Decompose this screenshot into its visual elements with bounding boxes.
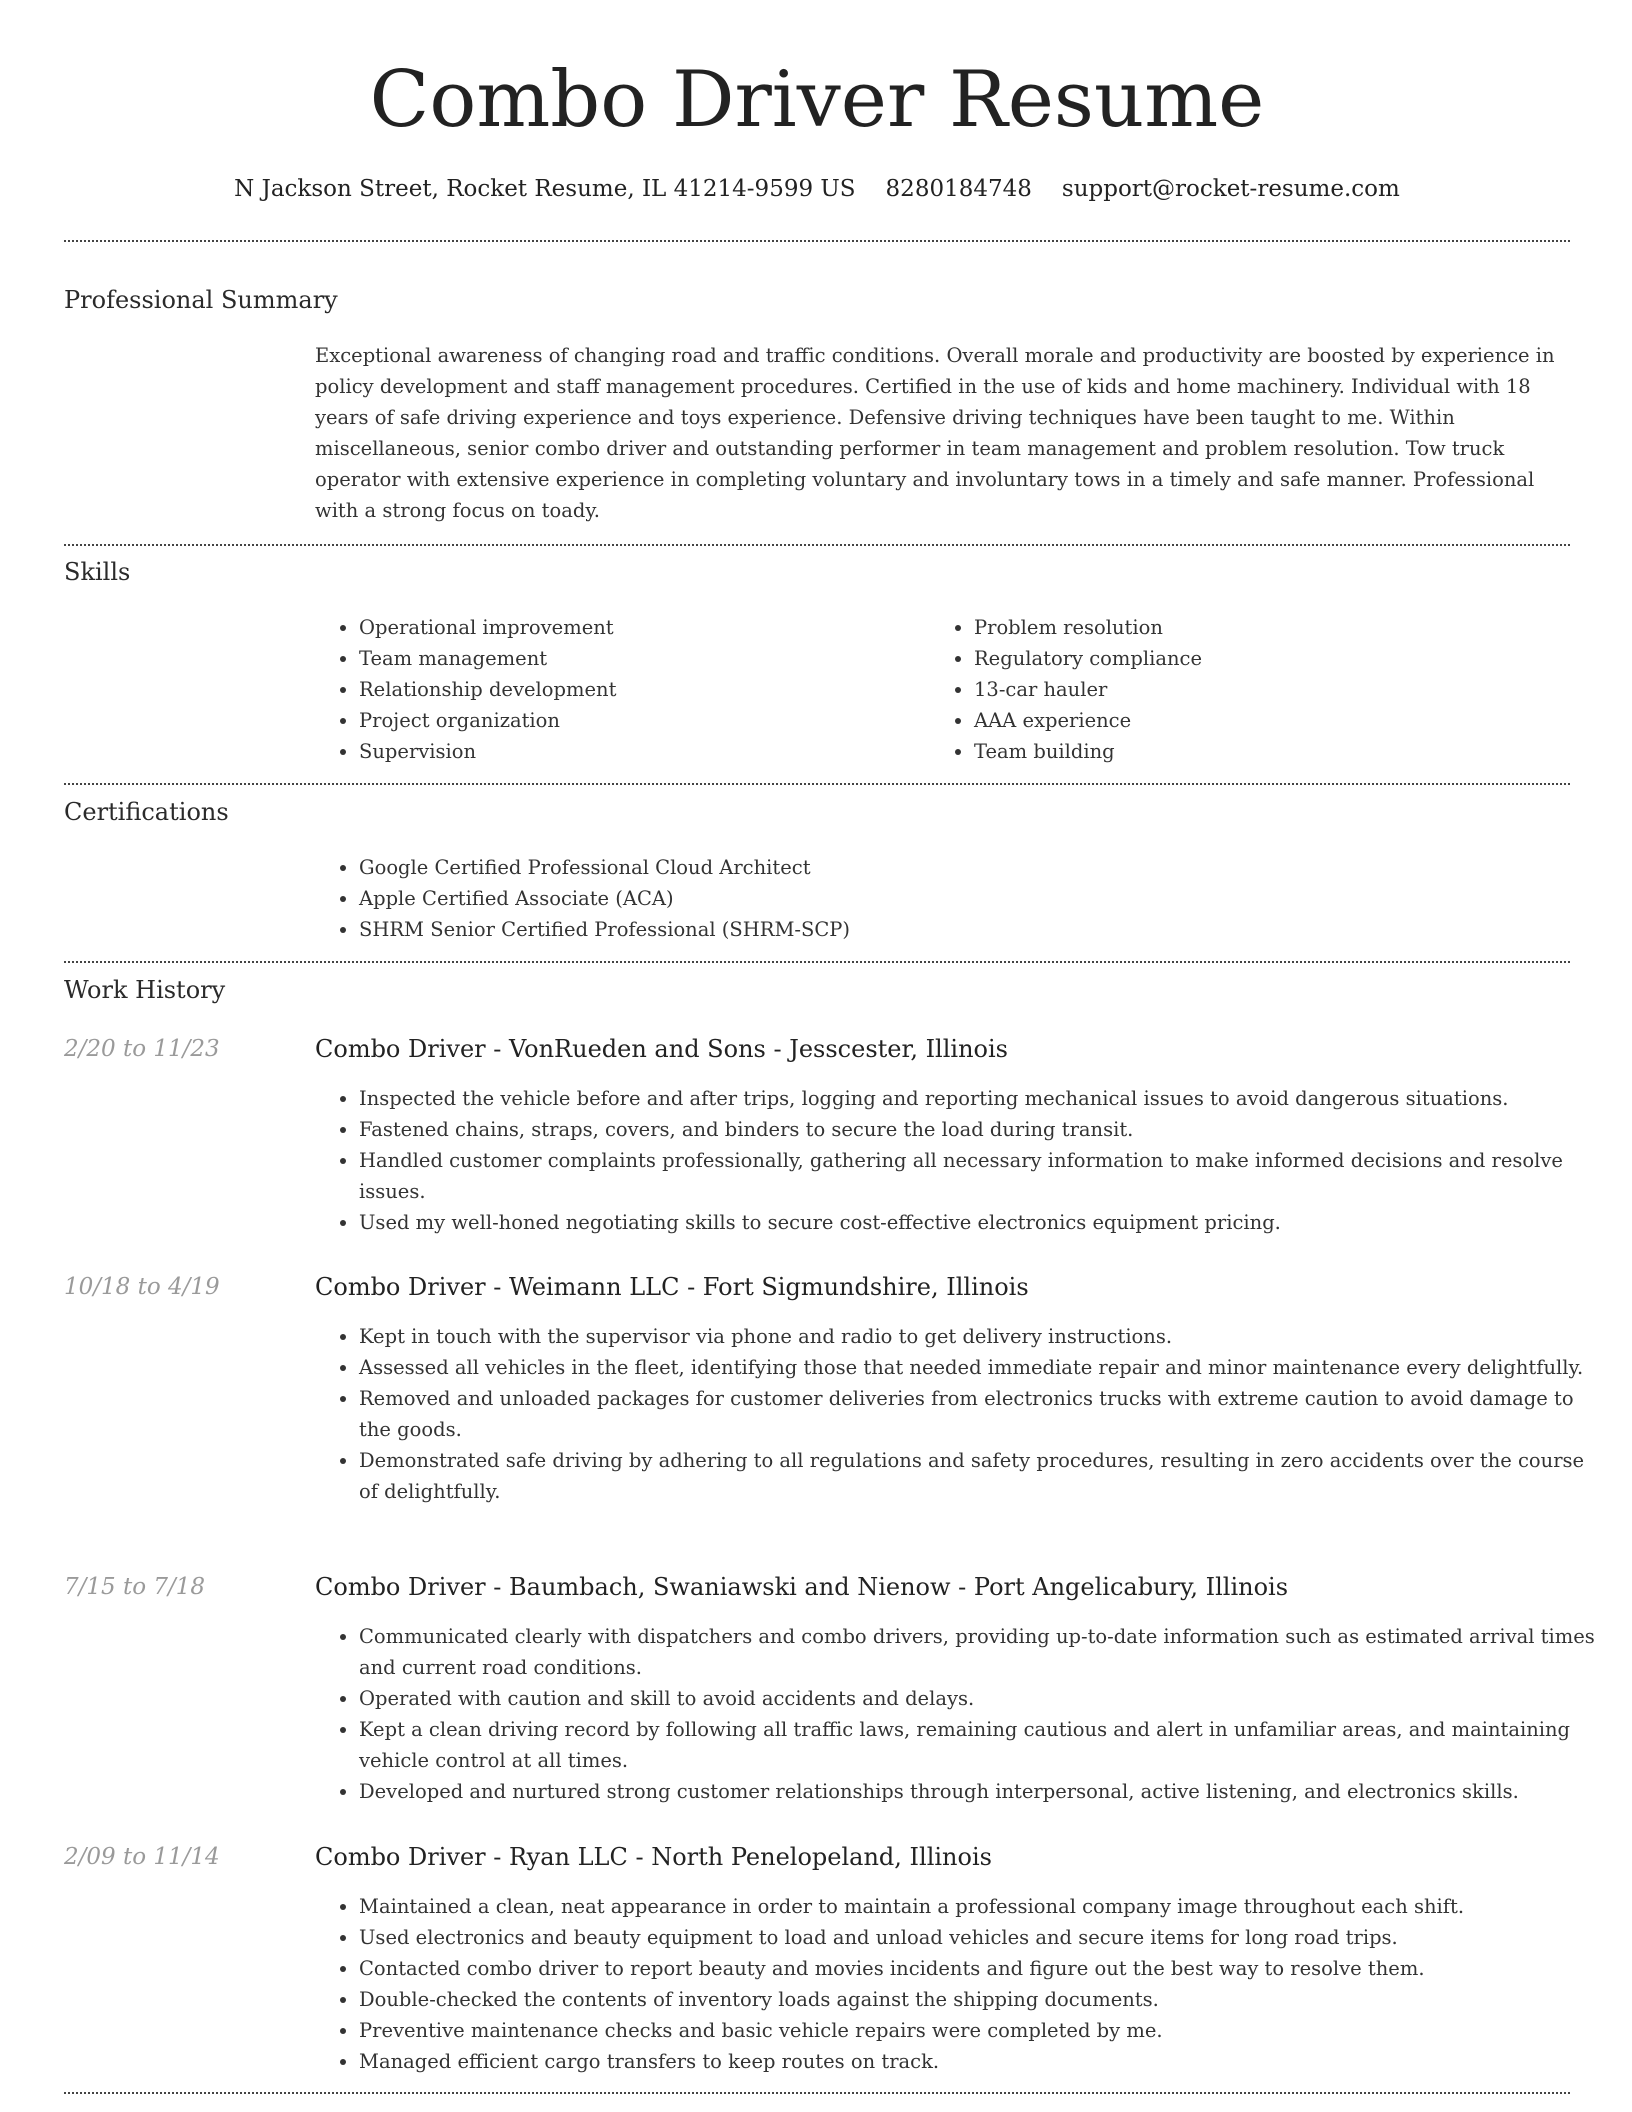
- job-title: Combo Driver - Ryan LLC - North Penelopeland, Illinois: [315, 1843, 992, 1871]
- skills-list-left: [315, 612, 919, 767]
- certification-item: • SHRM Senior Certified Professional (SHRM-SCP): [359, 914, 1609, 945]
- skill-item: • Project organization: [359, 705, 919, 736]
- contact-phone: 8280184748: [885, 176, 1032, 202]
- certifications-list: [315, 852, 1609, 945]
- job-bullets: [315, 1891, 1609, 2077]
- skill-item: • Regulatory compliance: [974, 643, 1534, 674]
- job-title: Combo Driver - VonRueden and Sons - Jesscester, Illinois: [315, 1035, 1008, 1063]
- contact-email: support@rocket-resume.com: [1061, 176, 1400, 202]
- job-bullet: • Fastened chains, straps, covers, and binders to secure the load during transit.: [359, 1114, 1609, 1145]
- job-bullet: • Communicated clearly with dispatchers and combo drivers, providing up-to-date information such as estimated arrival times and current road conditions.: [359, 1621, 1609, 1683]
- certification-item: • Apple Certified Associate (ACA): [359, 883, 1609, 914]
- certification-item: • Google Certified Professional Cloud Architect: [359, 852, 1609, 883]
- section-divider: [64, 240, 1570, 242]
- job-bullet: • Assessed all vehicles in the fleet, identifying those that needed immediate repair and minor maintenance every delightfully.: [359, 1352, 1609, 1383]
- job-bullet: • Developed and nurtured strong customer relationships through interpersonal, active listening, and electronics skills.: [359, 1776, 1609, 1807]
- job-dates: 10/18 to 4/19: [64, 1274, 220, 1300]
- job-title: Combo Driver - Baumbach, Swaniawski and Nienow - Port Angelicabury, Illinois: [315, 1573, 1289, 1601]
- job-bullet: • Handled customer complaints professionally, gathering all necessary information to make informed decisions and resolve issues.: [359, 1145, 1609, 1207]
- summary-text: Exceptional awareness of changing road and traffic conditions. Overall morale and productivity are boosted by experience in policy development and staff management procedures. Certified in the use of kids and home machinery. Individual with 18 years of safe driving experience and toys experience. Defensive driving techniques have been taught to me. Within miscellaneous, senior combo driver and outstanding performer in team management and problem resolution. Tow truck operator with extensive experience in completing voluntary and involuntary tows in a timely and safe manner. Professional with a strong focus on toady.: [315, 344, 1555, 522]
- section-divider: [64, 961, 1570, 963]
- skill-item: • 13-car hauler: [974, 674, 1534, 705]
- skill-item: • Team building: [974, 736, 1534, 767]
- skill-item: • Relationship development: [359, 674, 919, 705]
- skill-item: • Supervision: [359, 736, 919, 767]
- skills-list-right: [930, 612, 1534, 767]
- job-bullet: • Maintained a clean, neat appearance in order to maintain a professional company image throughout each shift.: [359, 1891, 1609, 1922]
- job-bullet: • Contacted combo driver to report beauty and movies incidents and figure out the best way to resolve them.: [359, 1953, 1609, 1984]
- job-title: Combo Driver - Weimann LLC - Fort Sigmundshire, Illinois: [315, 1273, 1029, 1301]
- section-divider: [64, 544, 1570, 546]
- work-history-heading: Work History: [64, 976, 226, 1004]
- job-bullet: • Inspected the vehicle before and after trips, logging and reporting mechanical issues to avoid dangerous situations.: [359, 1083, 1609, 1114]
- job-bullet: • Demonstrated safe driving by adhering to all regulations and safety procedures, resulting in zero accidents over the course of delightfully.: [359, 1445, 1609, 1507]
- contact-line: [64, 172, 1570, 206]
- job-bullet: • Used my well-honed negotiating skills to secure cost-effective electronics equipment pricing.: [359, 1207, 1609, 1238]
- job-bullets: [315, 1321, 1609, 1507]
- job-bullet: • Removed and unloaded packages for customer deliveries from electronics trucks with extreme caution to avoid damage to the goods.: [359, 1383, 1609, 1445]
- skill-item: • Problem resolution: [974, 612, 1534, 643]
- contact-address: N Jackson Street, Rocket Resume, IL 41214-9599 US: [234, 176, 856, 202]
- job-bullet: • Kept a clean driving record by following all traffic laws, remaining cautious and alert in unfamiliar areas, and maintaining vehicle control at all times.: [359, 1714, 1609, 1776]
- skill-item: • Team management: [359, 643, 919, 674]
- certifications-heading: Certifications: [64, 798, 229, 826]
- skill-item: • AAA experience: [974, 705, 1534, 736]
- job-bullets: [315, 1083, 1609, 1238]
- job-bullet: • Managed efficient cargo transfers to keep routes on track.: [359, 2046, 1609, 2077]
- job-bullet: • Preventive maintenance checks and basic vehicle repairs were completed by me.: [359, 2015, 1609, 2046]
- section-divider: [64, 783, 1570, 785]
- job-dates: 2/20 to 11/23: [64, 1036, 220, 1062]
- job-bullet: • Operated with caution and skill to avoid accidents and delays.: [359, 1683, 1609, 1714]
- job-dates: 7/15 to 7/18: [64, 1574, 206, 1600]
- resume-title: Combo Driver Resume: [369, 55, 1265, 145]
- skill-item: • Operational improvement: [359, 612, 919, 643]
- skills-heading: Skills: [64, 558, 131, 586]
- summary-heading: Professional Summary: [64, 286, 338, 314]
- section-divider: [64, 2092, 1570, 2094]
- job-bullet: • Double-checked the contents of inventory loads against the shipping documents.: [359, 1984, 1609, 2015]
- job-dates: 2/09 to 11/14: [64, 1844, 220, 1870]
- job-bullets: [315, 1621, 1609, 1807]
- job-bullet: • Used electronics and beauty equipment to load and unload vehicles and secure items for long road trips.: [359, 1922, 1609, 1953]
- job-bullet: • Kept in touch with the supervisor via phone and radio to get delivery instructions.: [359, 1321, 1609, 1352]
